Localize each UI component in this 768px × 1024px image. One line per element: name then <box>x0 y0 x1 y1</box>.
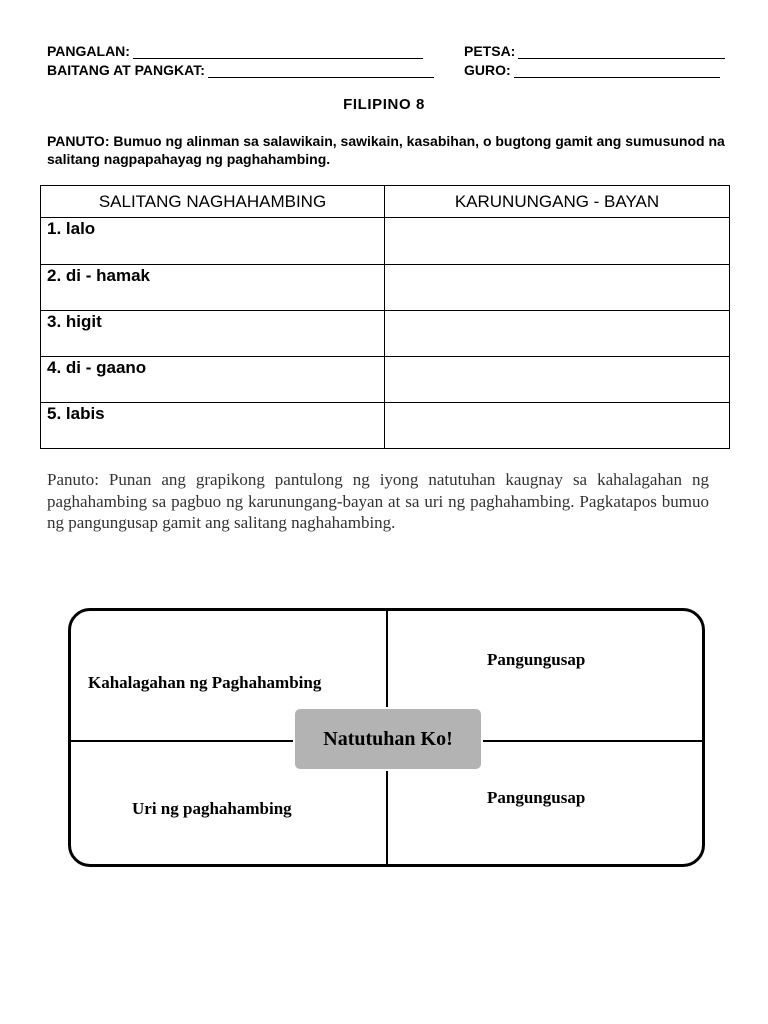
row-word: 3. higit <box>41 311 385 357</box>
row-word: 4. di - gaano <box>41 357 385 403</box>
table-row <box>41 265 730 311</box>
answer-cell[interactable] <box>385 403 730 449</box>
answer-cell[interactable] <box>385 357 730 403</box>
organizer-bottom-right-label: Pangungusap <box>487 788 586 807</box>
organizer-top-right-label: Pangungusap <box>487 650 586 669</box>
pangalan-label: PANGALAN: <box>47 43 130 59</box>
graphic-organizer <box>68 608 705 867</box>
petsa-row <box>464 43 725 59</box>
table-row <box>41 218 730 265</box>
table-header-row <box>41 186 730 218</box>
table-row <box>41 403 730 449</box>
row-word: 5. labis <box>41 403 385 449</box>
answer-cell[interactable] <box>385 311 730 357</box>
petsa-field[interactable] <box>518 45 725 59</box>
row-word: 2. di - hamak <box>41 265 385 311</box>
organizer-top-left-label: Kahalagahan ng Paghahambing <box>88 673 322 692</box>
organizer-bottom-left-label: Uri ng paghahambing <box>132 799 292 818</box>
row-word: 1. lalo <box>41 218 385 265</box>
column-header-salitang: SALITANG NAGHAHAMBING <box>41 186 385 218</box>
baitang-field[interactable] <box>208 64 434 78</box>
instructions-2: Panuto: Punan ang grapikong pantulong ng iyong natutuhan kaugnay sa kahalagahan ng paghahambing sa pagbuo ng karunungang-bayan at sa uri ng paghahambing. Pagkatapos bumuo ng pangungusap gamit ang salitang naghahambing. <box>47 470 709 532</box>
baitang-row <box>47 62 434 78</box>
table-row <box>41 311 730 357</box>
guro-label: GURO: <box>464 62 511 78</box>
pangalan-row <box>47 43 423 59</box>
column-header-karunungan: KARUNUNGANG - BAYAN <box>385 186 730 218</box>
page-title: FILIPINO 8 <box>343 96 425 113</box>
instructions-1: PANUTO: Bumuo ng alinman sa salawikain, sawikain, kasabihan, o bugtong gamit ang sumusunod na salitang nagpapahayag ng paghahambing. <box>47 133 725 167</box>
table-row <box>41 357 730 403</box>
answer-cell[interactable] <box>385 265 730 311</box>
petsa-label: PETSA: <box>464 43 516 59</box>
guro-row <box>464 62 720 78</box>
activity-table <box>40 185 730 449</box>
pangalan-field[interactable] <box>133 45 423 59</box>
organizer-center-box: Natutuhan Ko! <box>293 707 483 771</box>
baitang-label: BAITANG AT PANGKAT: <box>47 62 205 78</box>
guro-field[interactable] <box>514 64 720 78</box>
answer-cell[interactable] <box>385 218 730 265</box>
